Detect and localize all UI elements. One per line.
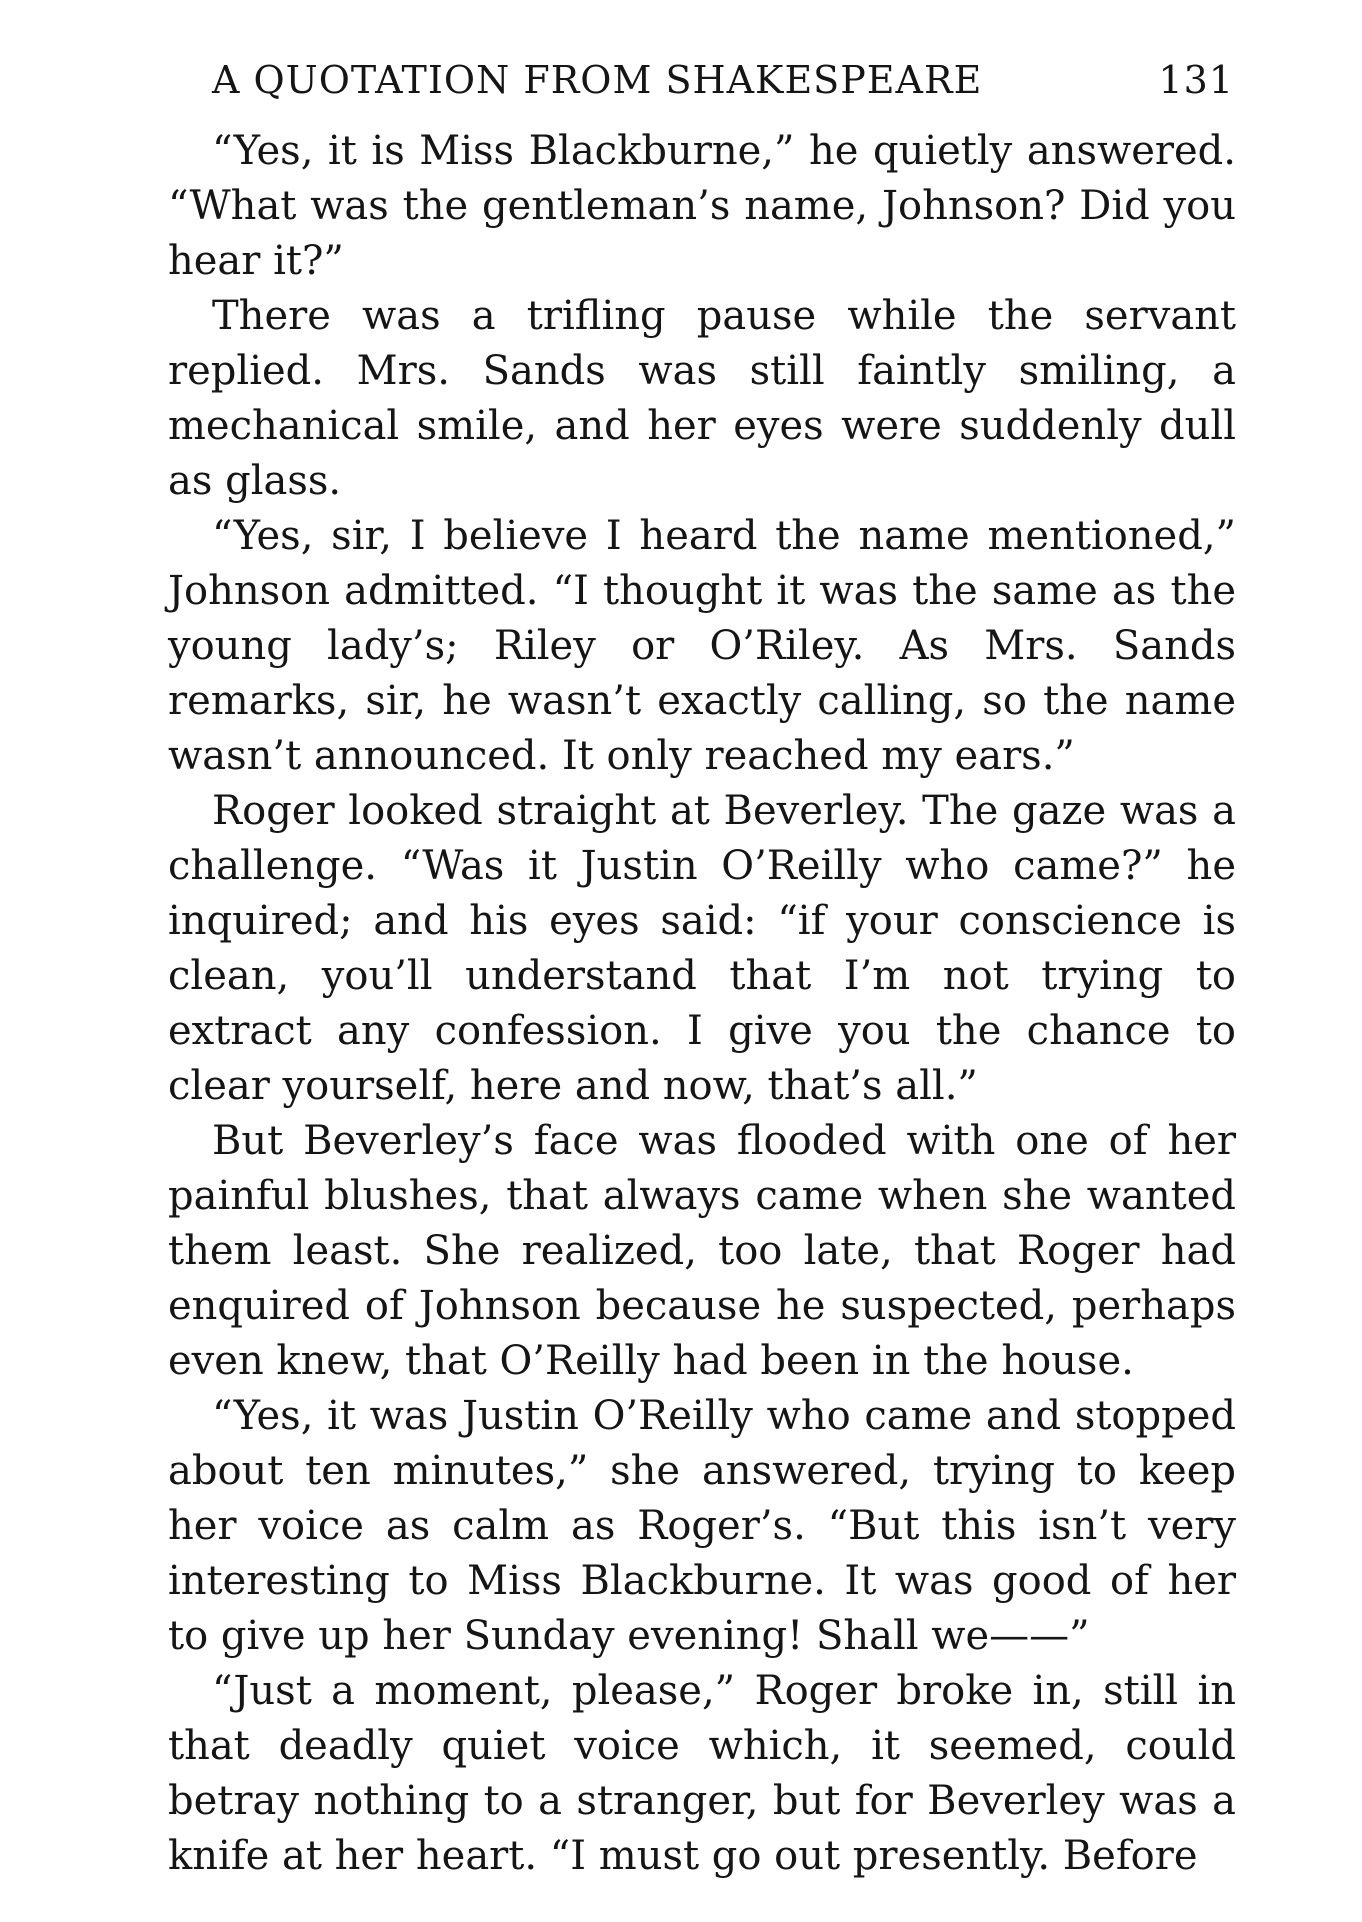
body-text	[168, 124, 1236, 1884]
paragraph: “Just a moment, please,” Roger broke in, still in that deadly quiet voice which, it seemed, could betray nothing to a stranger, but for Beverley was a knife at her heart. “I must go out presently. Before	[168, 1668, 1236, 1879]
running-title: A QUOTATION FROM SHAKESPEARE	[212, 58, 983, 102]
running-header	[168, 58, 1236, 124]
paragraph: But Beverley’s face was flooded with one of her painful blushes, that always came when she wanted them least. She realized, too late, that Roger had enquired of Johnson because he suspected, perhaps even knew, that O’Reilly had been in the house.	[168, 1118, 1236, 1384]
paragraph: “Yes, it was Justin O’Reilly who came and stopped about ten minutes,” she answered, trying to keep her voice as calm as Roger’s. “But this isn’t very interesting to Miss Blackburne. It was good of her to give up her Sunday evening! Shall we——”	[168, 1393, 1236, 1659]
paragraph: Roger looked straight at Beverley. The gaze was a challenge. “Was it Justin O’Reilly who came?” he inquired; and his eyes said: “if your conscience is clean, you’ll understand that I’m not trying to extract any confession. I give you the chance to clear yourself, here and now, that’s all.”	[168, 788, 1236, 1109]
book-page	[168, 58, 1236, 1884]
paragraph: There was a trifling pause while the servant replied. Mrs. Sands was still faintly smiling, a mechanical smile, and her eyes were suddenly dull as glass.	[168, 293, 1236, 504]
paragraph: “Yes, sir, I believe I heard the name mentioned,” Johnson admitted. “I thought it was the same as the young lady’s; Riley or O’Riley. As Mrs. Sands remarks, sir, he wasn’t exactly calling, so the name wasn’t announced. It only reached my ears.”	[168, 513, 1236, 779]
page-number: 131	[1158, 58, 1234, 102]
paragraph: “Yes, it is Miss Blackburne,” he quietly answered. “What was the gentleman’s name, Johnson? Did you hear it?”	[168, 128, 1236, 284]
